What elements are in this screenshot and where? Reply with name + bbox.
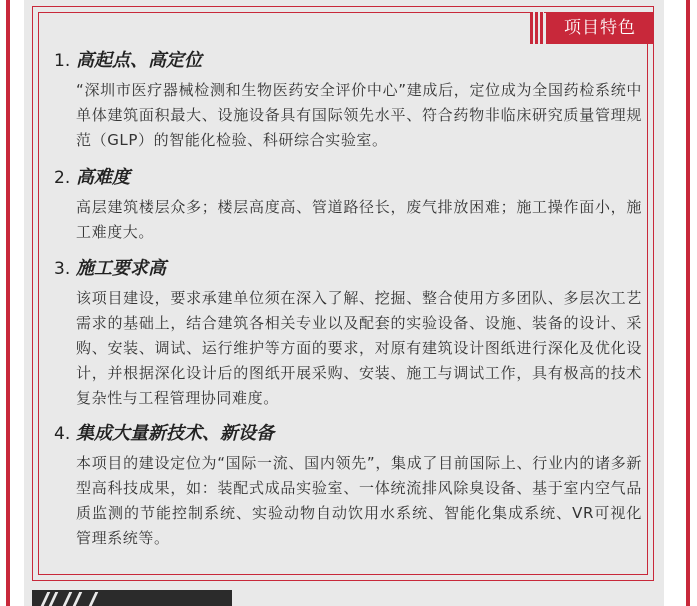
feature-description: 本项目的建设定位为“国际一流、国内领先”，集成了目前国际上、行业内的诸多新型高科技成果，如：装配式成品实验室、一体统流排风除臭设备、基于室内空气品质监测的节能控制系统、实验动物自动饮用水系统、智能化集成系统、VR可视化管理系统等。 [76,454,642,547]
feature-number: 3. [54,259,71,279]
feature-description: “深圳市医疗器械检测和生物医药安全评价中心”建成后，定位成为全国药检系统中单体建筑面积最大、设施设备具有国际领先水平、符合药物非临床研究质量管理规范（GLP）的智能化检验、科研综合实验室。 [76,81,642,149]
feature-item [54,419,644,551]
feature-title: 高难度 [76,167,130,188]
feature-description: 高层建筑楼层众多；楼层高度高、管道路径长，废气排放困难；施工操作面小，施工难度大。 [76,198,642,241]
feature-list [54,46,644,551]
feature-heading [54,163,644,191]
section-tag [530,12,654,44]
feature-number: 2. [54,168,71,188]
section-tag-label: 项目特色 [546,12,654,44]
feature-item [54,163,644,245]
feature-heading [54,254,644,282]
feature-number: 4. [54,424,71,444]
feature-heading [54,419,644,447]
feature-item [54,46,644,153]
feature-heading [54,46,644,74]
feature-number: 1. [54,51,71,71]
feature-title: 施工要求高 [76,258,166,279]
left-accent-bar [6,0,10,606]
right-accent-bar [686,0,690,606]
decorative-footer-strip [32,590,232,606]
tag-stripes-decoration [530,12,544,44]
feature-title: 集成大量新技术、新设备 [76,423,274,444]
feature-item [54,254,644,411]
feature-title: 高起点、高定位 [76,50,202,71]
feature-description: 该项目建设，要求承建单位须在深入了解、挖掘、整合使用方多团队、多层次工艺需求的基础上，结合建筑各相关专业以及配套的实验设备、设施、装备的设计、采购、安装、调试、运行维护等方面的要求，对原有建筑设计图纸进行深化及优化设计，并根据深化设计后的图纸开展采购、安装、施工与调试工作，具有极高的技术复杂性与工程管理协同难度。 [76,289,642,407]
